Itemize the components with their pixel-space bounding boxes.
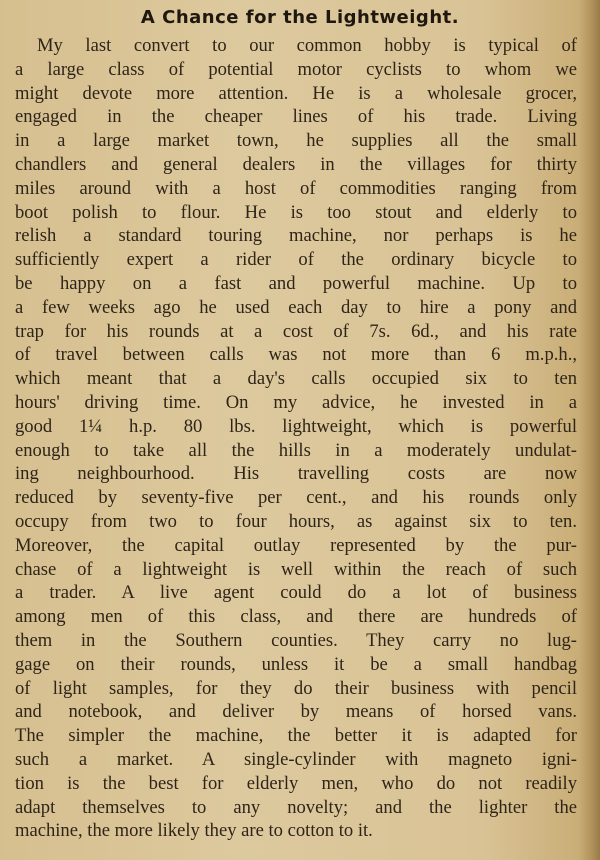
- text-line: gage on their rounds, unless it be a small handbag: [15, 653, 577, 675]
- text-line: of light samples, for they do their business with pencil: [15, 677, 577, 699]
- text-line: them in the Southern counties. They carry no lug-: [15, 629, 577, 651]
- text-line: enough to take all the hills in a moderately undulat-: [15, 439, 577, 461]
- text-line: among men of this class, and there are hundreds of: [15, 606, 577, 628]
- text-line: and notebook, and deliver by means of horsed vans.: [15, 701, 577, 723]
- text-line: hours' driving time. On my advice, he invested in a: [15, 391, 577, 413]
- text-line: which meant that a day's calls occupied six to ten: [15, 368, 577, 390]
- text-line: good 1¼ h.p. 80 lbs. lightweight, which is powerful: [15, 415, 577, 437]
- text-line: engaged in the cheaper lines of his trade. Living: [15, 106, 577, 128]
- text-line: a large class of potential motor cyclists to whom we: [15, 58, 577, 80]
- text-line: might devote more attention. He is a wholesale grocer,: [15, 82, 577, 104]
- text-line: of travel between calls was not more than 6 m.p.h.,: [15, 344, 577, 366]
- text-line: reduced by seventy-five per cent., and his rounds only: [15, 487, 577, 509]
- text-line: miles around with a host of commodities ranging from: [15, 177, 577, 199]
- text-line: such a market. A single-cylinder with magneto igni-: [15, 748, 577, 770]
- text-line: ing neighbourhood. His travelling costs are now: [15, 463, 577, 485]
- article-body: [15, 34, 577, 843]
- page-fold-shadow: [578, 0, 600, 860]
- text-line: relish a standard touring machine, nor perhaps is he: [15, 225, 577, 247]
- text-line: a few weeks ago he used each day to hire a pony and: [15, 296, 577, 318]
- text-line: chase of a lightweight is well within the reach of such: [15, 558, 577, 580]
- text-line: My last convert to our common hobby is typical of: [37, 35, 577, 56]
- text-line: a trader. A live agent could do a lot of business: [15, 582, 577, 604]
- text-line: trap for his rounds at a cost of 7s. 6d., and his rate: [15, 320, 577, 342]
- text-line: machine, the more likely they are to cotton to it.: [15, 820, 373, 842]
- text-line: be happy on a fast and powerful machine. Up to: [15, 272, 577, 294]
- article-title: A Chance for the Lightweight.: [140, 7, 460, 28]
- text-line: occupy from two to four hours, as against six to ten.: [15, 510, 577, 532]
- text-line: chandlers and general dealers in the villages for thirty: [15, 153, 577, 175]
- text-line: in a large market town, he supplies all the small: [15, 130, 577, 152]
- text-line: sufficiently expert a rider of the ordinary bicycle to: [15, 249, 577, 271]
- text-line: boot polish to flour. He is too stout and elderly to: [15, 201, 577, 223]
- text-line: adapt themselves to any novelty; and the lighter the: [15, 796, 577, 818]
- text-line: tion is the best for elderly men, who do not readily: [15, 772, 577, 794]
- text-line: Moreover, the capital outlay represented by the pur-: [15, 534, 577, 556]
- text-line: The simpler the machine, the better it is adapted for: [15, 725, 577, 747]
